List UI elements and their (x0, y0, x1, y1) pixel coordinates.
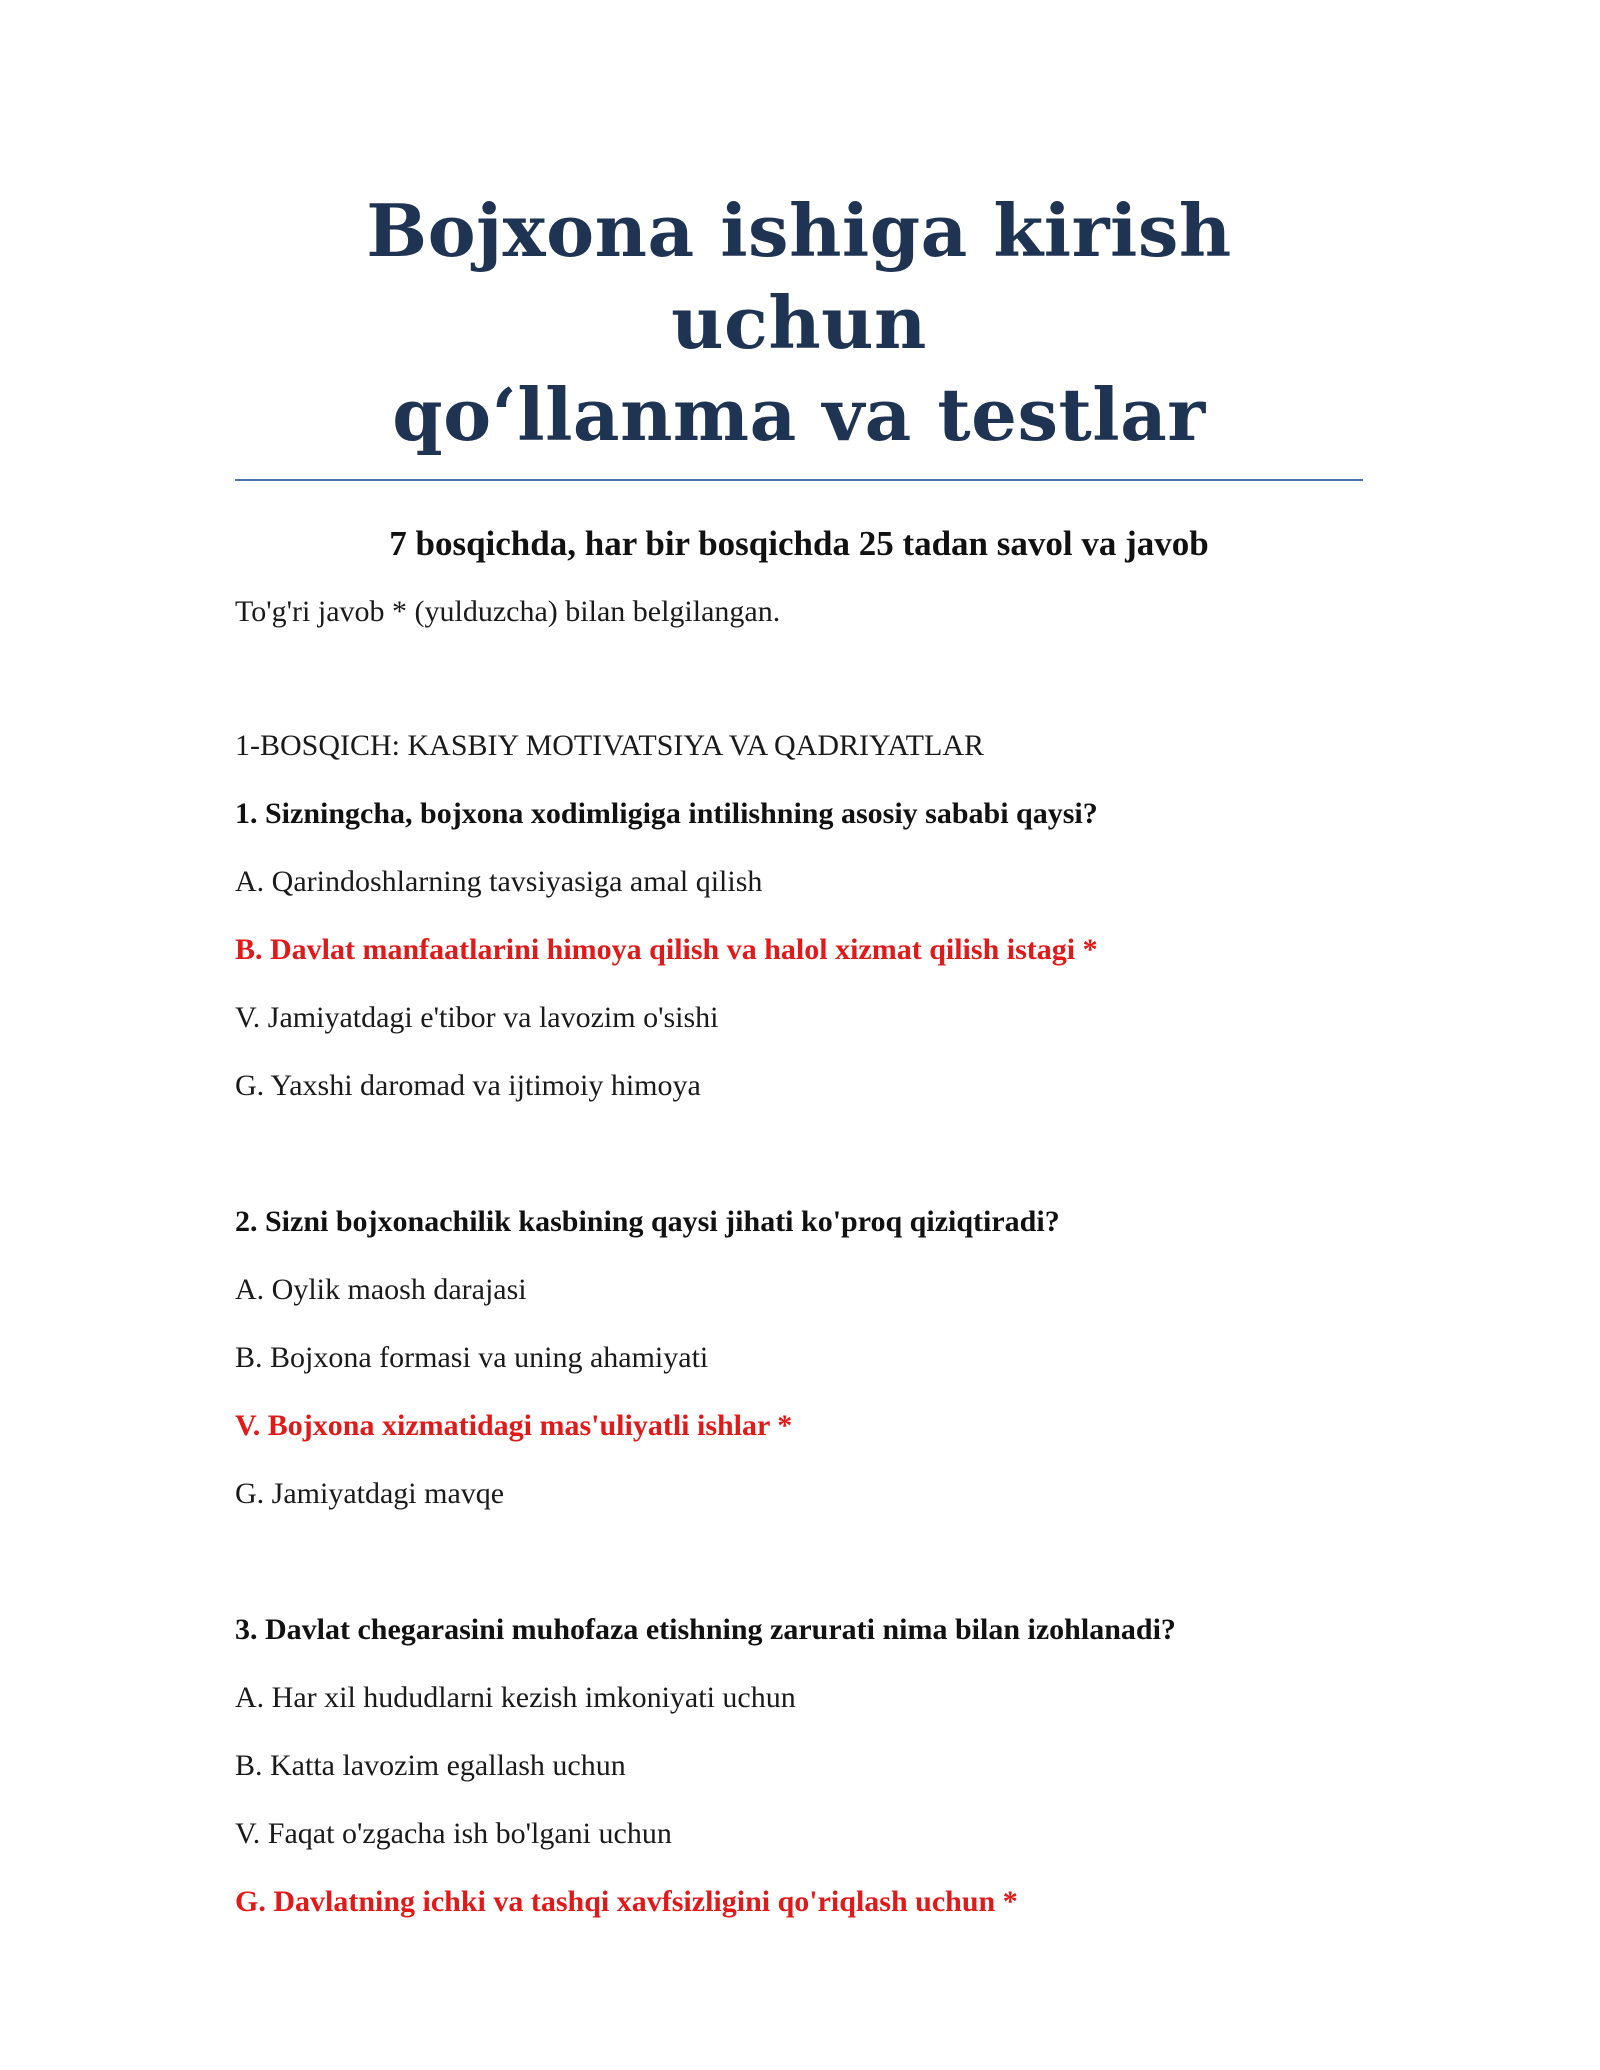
answer-option: B. Bojxona formasi va uning ahamiyati (235, 1341, 709, 1374)
document-page (235, 185, 1363, 1921)
answer-option: V. Jamiyatdagi e'tibor va lavozim o'sishi (235, 1001, 719, 1034)
answer-option: V. Faqat o'zgacha ish bo'lgani uchun (235, 1817, 672, 1850)
answer-option: B. Katta lavozim egallash uchun (235, 1749, 626, 1782)
question-text: 1. Sizningcha, bojxona xodimligiga intilishning asosiy sababi qaysi? (235, 797, 1098, 830)
document-title-line-2: qo‘llanma va testlar (392, 372, 1206, 457)
answer-option: A. Oylik maosh darajasi (235, 1273, 527, 1306)
answer-option: A. Qarindoshlarning tavsiyasiga amal qilish (235, 865, 763, 898)
document-title-line-1: Bojxona ishiga kirish uchun (366, 188, 1232, 365)
question-3 (235, 1611, 1363, 1921)
document-title (235, 185, 1363, 461)
answer-option: G. Jamiyatdagi mavqe (235, 1477, 505, 1510)
answer-option: A. Har xil hududlarni kezish imkoniyati uchun (235, 1681, 796, 1714)
question-1 (235, 795, 1363, 1105)
stage-heading: 1-BOSQICH: KASBIY MOTIVATSIYA VA QADRIYATLAR (235, 729, 984, 762)
document-subtitle: 7 bosqichda, har bir bosqichda 25 tadan savol va javob (389, 524, 1209, 563)
question-text: 2. Sizni bojxonachilik kasbining qaysi jihati ko'proq qiziqtiradi? (235, 1205, 1060, 1238)
correct-answer-option: B. Davlat manfaatlarini himoya qilish va halol xizmat qilish istagi * (235, 933, 1098, 966)
correct-answer-option: V. Bojxona xizmatidagi mas'uliyatli ishlar * (235, 1409, 793, 1442)
question-2 (235, 1203, 1363, 1513)
title-divider (235, 479, 1363, 481)
answer-key-note: To'g'ri javob * (yulduzcha) bilan belgilangan. (235, 595, 781, 628)
question-text: 3. Davlat chegarasini muhofaza etishning zarurati nima bilan izohlanadi? (235, 1613, 1176, 1646)
answer-option: G. Yaxshi daromad va ijtimoiy himoya (235, 1069, 701, 1102)
correct-answer-option: G. Davlatning ichki va tashqi xavfsizligini qo'riqlash uchun * (235, 1885, 1018, 1918)
